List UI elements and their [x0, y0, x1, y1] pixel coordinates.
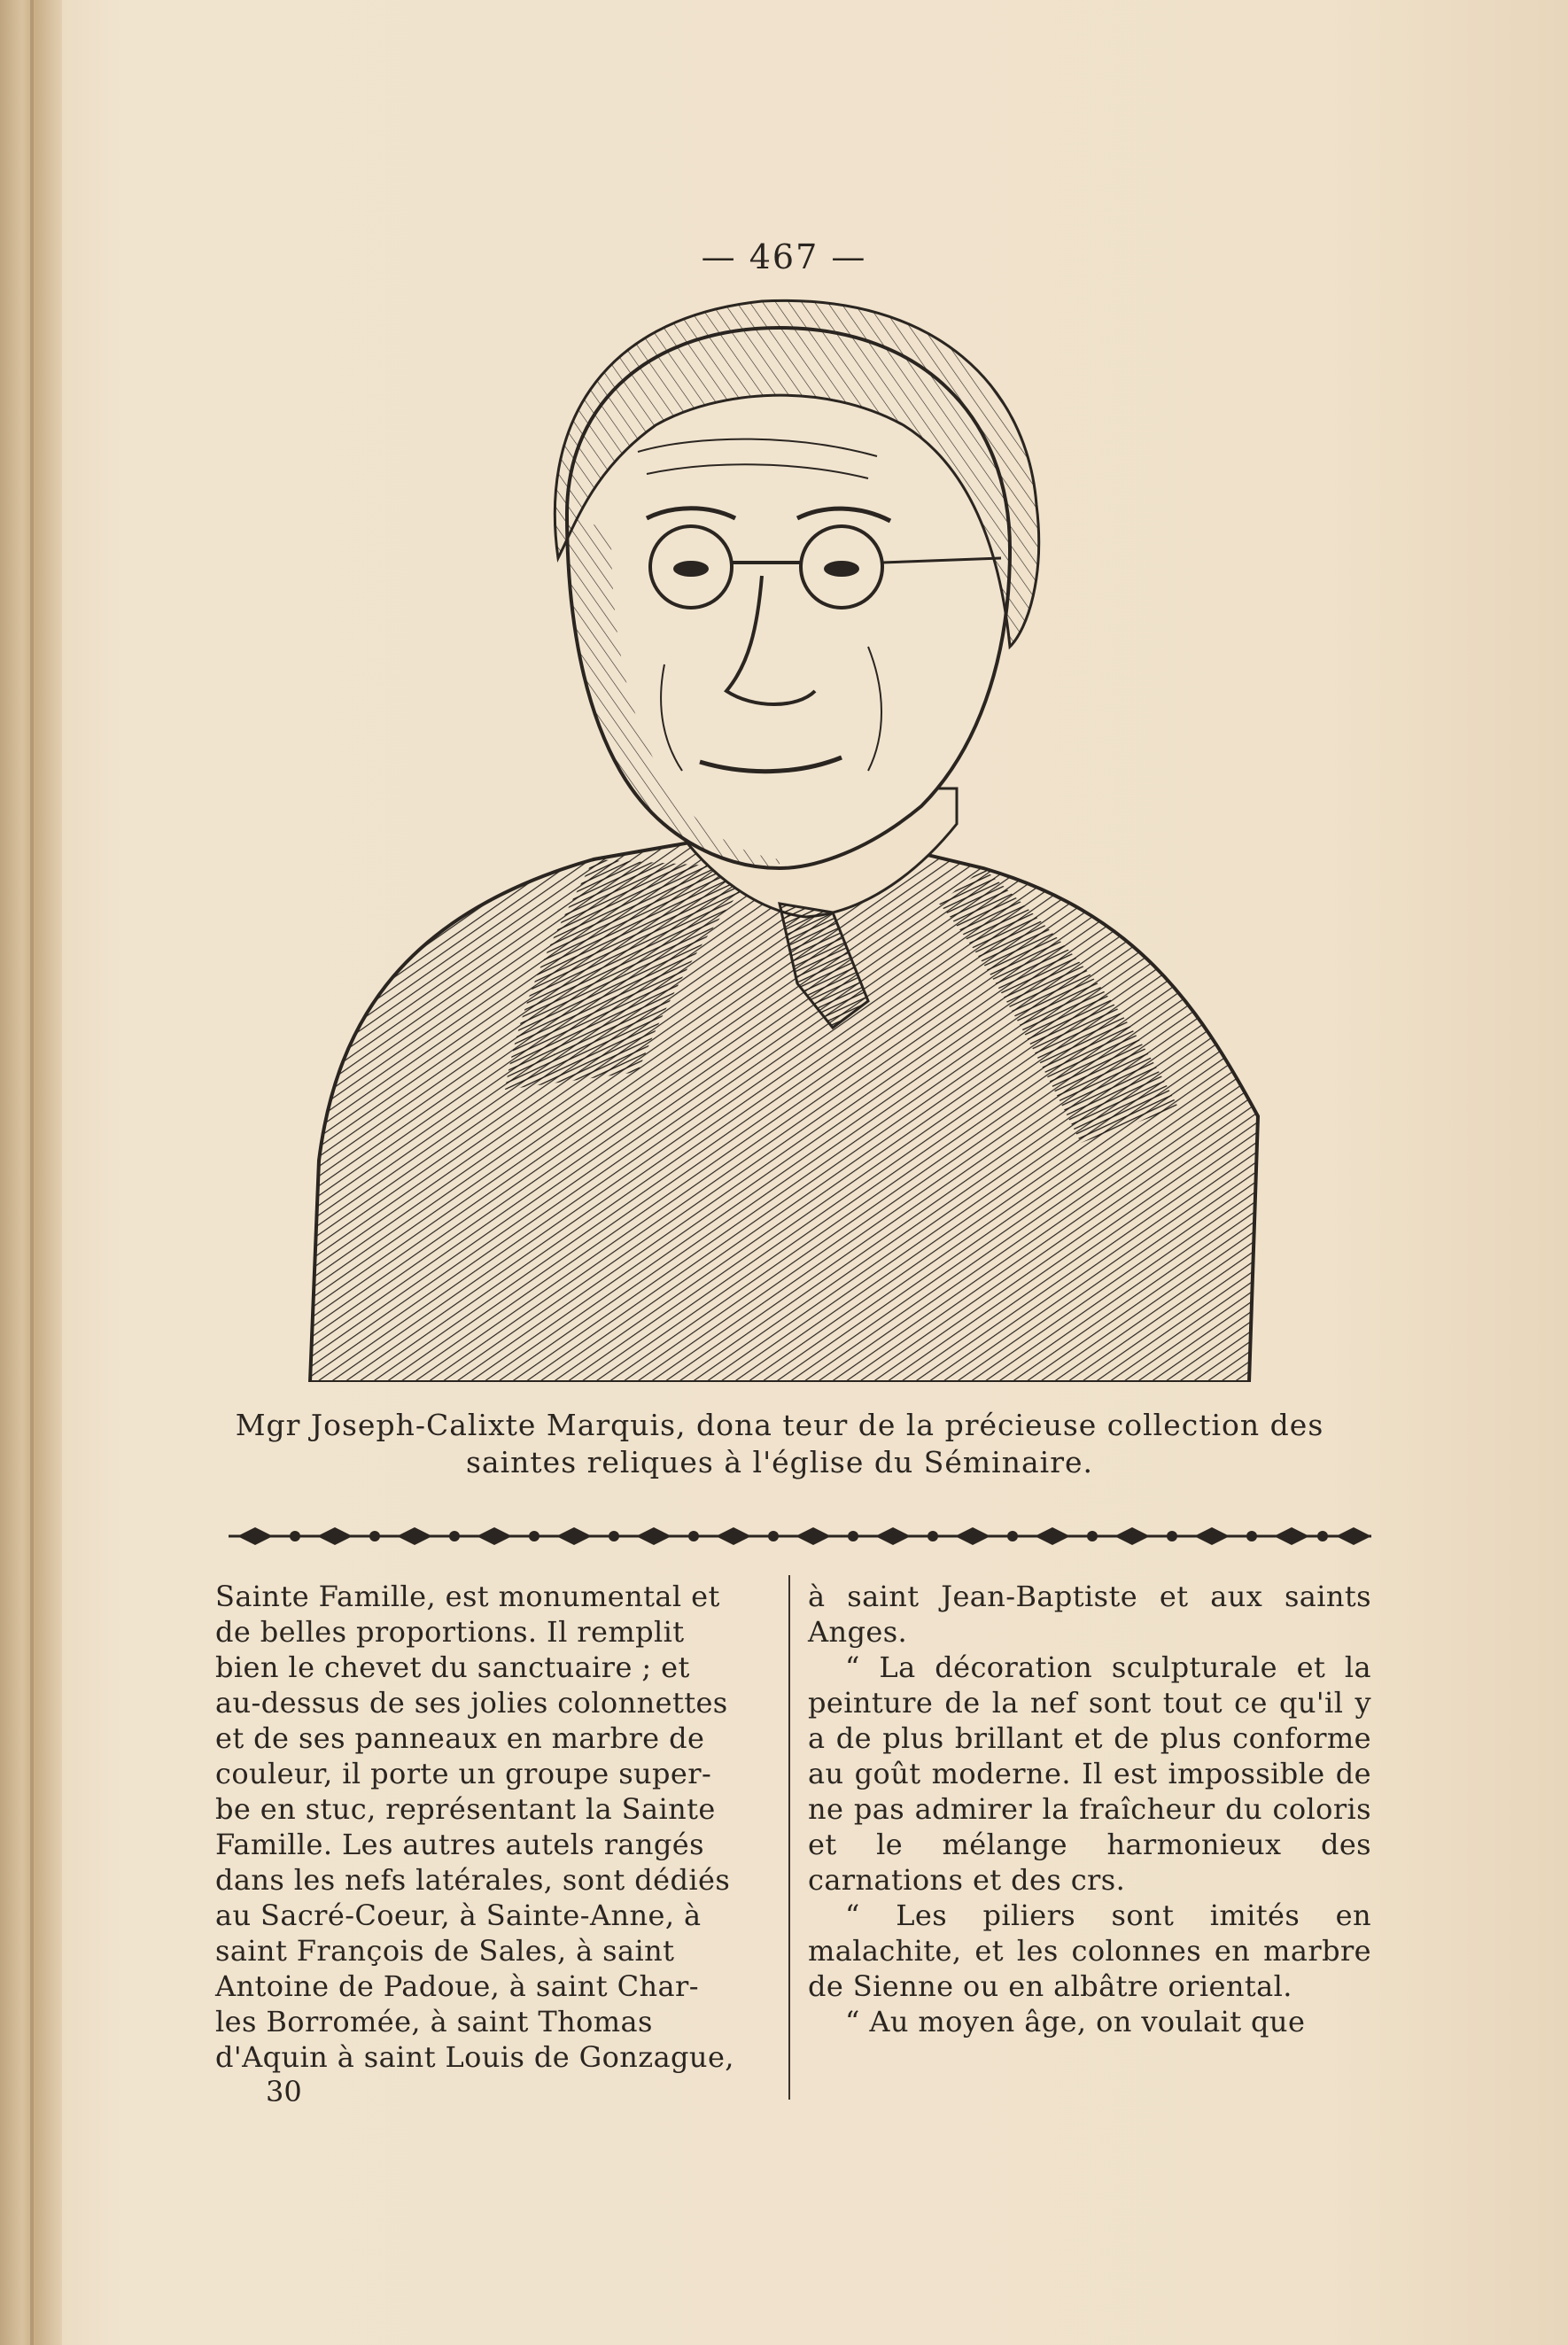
caption-line-1: Mgr Joseph-Calixte Marquis, dona teur de la précieuse collection des [235, 1408, 1324, 1442]
signature-mark: 30 [266, 2075, 302, 2108]
text-line: bien le chevet du sanctuaire ; et [215, 1650, 690, 1684]
text-line: de belles proportions. Il remplit [215, 1615, 685, 1649]
page-number: — 467 — [701, 237, 867, 276]
text-line: couleur, il porte un groupe super- [215, 1757, 712, 1790]
text-line: dans les nefs latérales, sont dédiés [215, 1863, 731, 1897]
paragraph-pillars: “ Les piliers sont imités en malachite, et les colonnes en marbre de Sienne ou en albâtre oriental. [808, 1899, 1371, 2003]
engraved-portrait-icon [301, 292, 1276, 1382]
text-line: et de ses panneaux en marbre de [215, 1721, 705, 1755]
text-line: be en stuc, représentant la Sainte [215, 1792, 716, 1826]
text-line: au-dessus de ses jolies colonnettes [215, 1686, 728, 1720]
text-line: saint François de Sales, à saint [215, 1934, 675, 1968]
text-line: les Borromée, à saint Thomas [215, 2005, 653, 2038]
text-line: Antoine de Padoue, à saint Char- [215, 1969, 699, 2003]
paragraph-decoration: “ La décoration sculpturale et la peinture de la nef sont tout ce qu'il y a de plus brillant et de plus conforme au goût moderne. Il est impossible de ne pas admirer la fraîcheur du coloris et le mélange harmonieux des carnations et des crs. [808, 1650, 1371, 1897]
text-line: d'Aquin à saint Louis de Gonzague, [215, 2040, 734, 2074]
portrait-engraving [301, 292, 1276, 1382]
binding-fold [30, 0, 34, 2345]
text-line: au Sacré-Coeur, à Sainte-Anne, à [215, 1899, 702, 1932]
portrait-caption [204, 1407, 1355, 1481]
paragraph-continuation: à saint Jean-Baptiste et aux saints Anges. [808, 1580, 1371, 1649]
text-line: Famille. Les autres autels rangés [215, 1828, 704, 1861]
paragraph-moyen-age: “ Au moyen âge, on voulait que [845, 2005, 1306, 2038]
column-divider [788, 1575, 790, 2100]
left-column [215, 1579, 773, 2075]
caption-line-2: saintes reliques à l'église du Séminaire. [465, 1445, 1093, 1479]
ornamental-divider-icon [229, 1518, 1371, 1554]
right-column [808, 1579, 1371, 2039]
text-line: Sainte Famille, est monumental et [215, 1580, 720, 1613]
